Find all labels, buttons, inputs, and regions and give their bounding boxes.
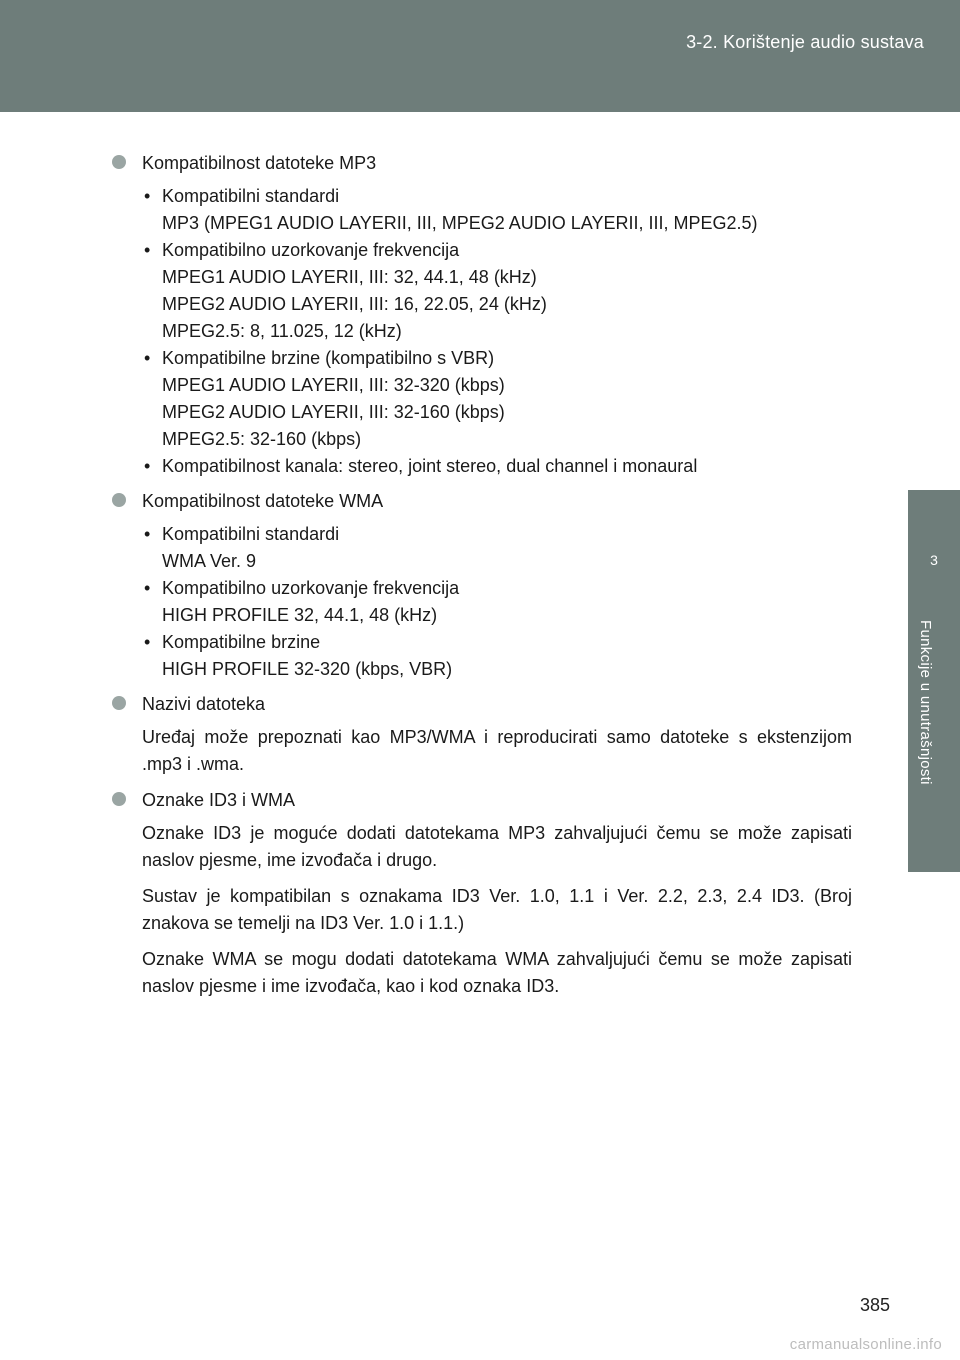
- section-title: Oznake ID3 i WMA: [142, 790, 296, 810]
- paragraph: Oznake WMA se mogu dodati datotekama WMA zahvaljujući čemu se može zapisati naslov pjesme i ime izvođača, kao i kod oznaka ID3.: [142, 949, 852, 996]
- list-item: [142, 453, 852, 480]
- list-item: [142, 183, 852, 237]
- item-line: MPEG2 AUDIO LAYERII, III: 16, 22.05, 24 (kHz): [162, 294, 547, 314]
- circle-bullet-icon: [112, 792, 126, 806]
- item-line: HIGH PROFILE 32-320 (kbps, VBR): [162, 659, 453, 679]
- section-title: Kompatibilnost datoteke WMA: [142, 491, 384, 511]
- item-line: MP3 (MPEG1 AUDIO LAYERII, III, MPEG2 AUDIO LAYERII, III, MPEG2.5): [162, 213, 758, 233]
- item-line: MPEG2 AUDIO LAYERII, III: 32-160 (kbps): [162, 402, 505, 422]
- item-line: MPEG1 AUDIO LAYERII, III: 32-320 (kbps): [162, 375, 505, 395]
- section-heading: [110, 488, 852, 515]
- section-title: Kompatibilnost datoteke MP3: [142, 153, 377, 173]
- bullet-dot-icon: •: [144, 456, 151, 476]
- chapter-number: 3: [930, 552, 938, 568]
- bullet-dot-icon: •: [144, 348, 151, 368]
- section-file-names: [110, 691, 852, 778]
- list-item: [142, 521, 852, 575]
- section-heading: [110, 150, 852, 177]
- item-line: HIGH PROFILE 32, 44.1, 48 (kHz): [162, 605, 438, 625]
- item-heading: Kompatibilno uzorkovanje frekvencija: [162, 578, 460, 598]
- item-line: MPEG1 AUDIO LAYERII, III: 32, 44.1, 48 (kHz): [162, 267, 537, 287]
- item-heading: Kompatibilno uzorkovanje frekvencija: [162, 240, 460, 260]
- section-body: [110, 820, 852, 1000]
- item-heading: Kompatibilni standardi: [162, 186, 340, 206]
- list-item: [142, 629, 852, 683]
- chapter-label: Funkcije u unutrašnjosti: [917, 620, 934, 785]
- page-header: [0, 0, 960, 112]
- item-line: MPEG2.5: 32-160 (kbps): [162, 429, 362, 449]
- section-wma: [110, 488, 852, 683]
- section-body: [110, 724, 852, 778]
- section-mp3: [110, 150, 852, 480]
- section-body: [110, 183, 852, 480]
- section-id3-wma-tags: [110, 787, 852, 1000]
- item-heading: Kompatibilne brzine (kompatibilno s VBR): [162, 348, 495, 368]
- item-heading: Kompatibilni standardi: [162, 524, 340, 544]
- section-heading: [110, 787, 852, 814]
- section-body: [110, 521, 852, 683]
- paragraph: Oznake ID3 je moguće dodati datotekama MP3 zahvaljujući čemu se može zapisati naslov pjesme, ime izvođača i drugo.: [142, 823, 852, 870]
- watermark: carmanualsonline.info: [789, 1336, 942, 1353]
- circle-bullet-icon: [112, 155, 126, 169]
- item-heading: Kompatibilnost kanala: stereo, joint stereo, dual channel i monaural: [162, 456, 698, 476]
- paragraph: Uređaj može prepoznati kao MP3/WMA i reproducirati samo datoteke s ekstenzijom .mp3 i .wma.: [142, 727, 852, 774]
- section-title: Nazivi datoteka: [142, 694, 266, 714]
- item-line: MPEG2.5: 8, 11.025, 12 (kHz): [162, 321, 402, 341]
- bullet-dot-icon: •: [144, 524, 151, 544]
- list-item: [142, 237, 852, 345]
- bullet-dot-icon: •: [144, 632, 151, 652]
- item-line: WMA Ver. 9: [162, 551, 257, 571]
- bullet-dot-icon: •: [144, 240, 151, 260]
- item-heading: Kompatibilne brzine: [162, 632, 321, 652]
- bullet-dot-icon: •: [144, 578, 151, 598]
- list-item: [142, 575, 852, 629]
- page-content: [110, 150, 852, 1009]
- bullet-dot-icon: •: [144, 186, 151, 206]
- circle-bullet-icon: [112, 696, 126, 710]
- list-item: [142, 345, 852, 453]
- chapter-title: 3-2. Korištenje audio sustava: [686, 32, 924, 52]
- paragraph: Sustav je kompatibilan s oznakama ID3 Ver. 1.0, 1.1 i Ver. 2.2, 2.3, 2.4 ID3. (Broj znakova se temelji na ID3 Ver. 1.0 i 1.1.): [142, 886, 852, 933]
- chapter-side-tab: [908, 490, 960, 872]
- section-heading: [110, 691, 852, 718]
- circle-bullet-icon: [112, 493, 126, 507]
- page-number: 385: [859, 1295, 890, 1315]
